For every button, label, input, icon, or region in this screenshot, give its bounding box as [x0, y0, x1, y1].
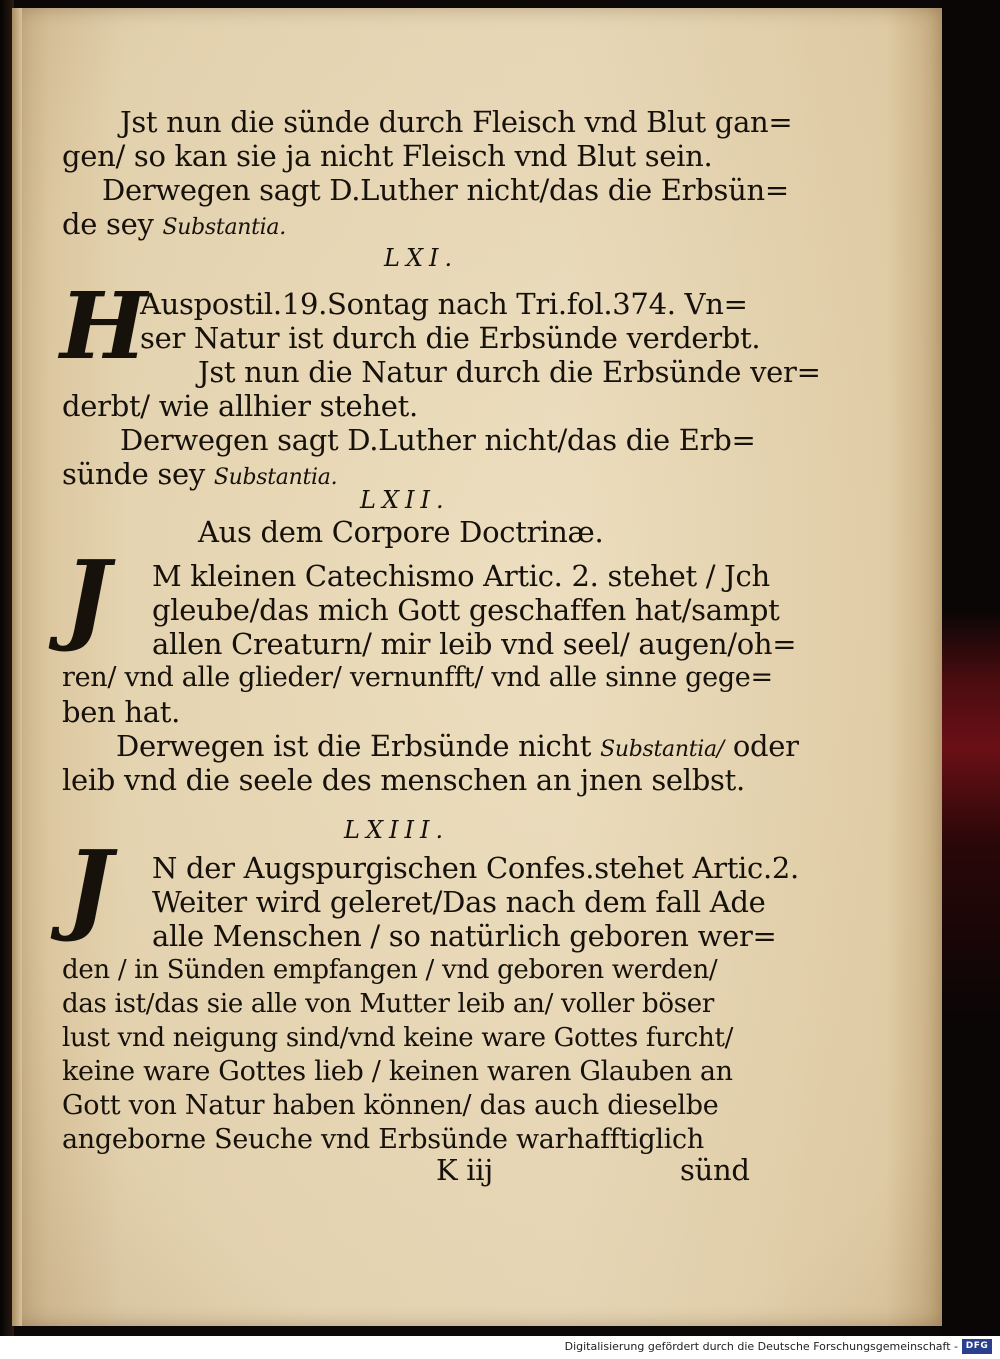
text-fragment: sünde sey: [62, 457, 205, 491]
text-line: [116, 730, 799, 766]
text-line: M kleinen Catechismo Artic. 2. stehet / Jch: [152, 559, 770, 593]
subheading-fraktur: Aus dem: [198, 515, 323, 549]
decorated-initial: J: [66, 830, 113, 945]
scanned-page: [12, 8, 942, 1326]
text-line: Auspostil.19.Sontag nach Tri.fol.374. Vn=: [140, 287, 748, 321]
text-line: allen Creaturn/ mir leib vnd seel/ augen/oh=: [152, 627, 797, 661]
text-line: den / in Sünden empfangen / vnd geboren werden/: [62, 955, 718, 985]
text-line: das ist/das sie alle von Mutter leib an/ voller böser: [62, 989, 714, 1019]
dfg-logo: DFG: [962, 1339, 992, 1354]
text-line: ren/ vnd alle glieder/ vernunfft/ vnd alle sinne gege=: [62, 662, 773, 693]
text-line: ser Natur ist durch die Erbsünde verderbt.: [140, 321, 761, 355]
text-line: Derwegen sagt D.Luther nicht/das die Erb=: [120, 423, 756, 457]
text-line: Weiter wird geleret/Das nach dem fall Ade: [152, 885, 766, 919]
text-line: Gott von Natur haben können/ das auch dieselbe: [62, 1090, 719, 1121]
text-line: [62, 458, 337, 494]
text-line: gen/ so kan sie ja nicht Fleisch vnd Blut sein.: [62, 139, 713, 173]
page-gutter-shadow: [12, 8, 22, 1326]
funding-credit: Digitalisierung gefördert durch die Deutsche Forschungsgemeinschaft -: [564, 1340, 958, 1353]
text-fragment: Derwegen ist die Erbsünde nicht: [116, 729, 592, 763]
catchword: sünd: [680, 1153, 750, 1187]
text-line: derbt/ wie allhier stehet.: [62, 389, 418, 423]
text-line: keine ware Gottes lieb / keinen waren Glauben an: [62, 1056, 733, 1087]
text-fragment: oder: [732, 729, 799, 763]
decorated-initial: J: [64, 540, 111, 655]
text-line: angeborne Seuche vnd Erbsünde warhafftiglich: [62, 1124, 704, 1155]
subheading-latin: Corpore Doctrinæ.: [331, 515, 604, 549]
latin-term: Substantia/: [600, 737, 724, 762]
backdrop-right-book-edge: [940, 0, 1000, 1359]
section-number: LXII.: [360, 486, 450, 514]
text-fragment: de sey: [62, 207, 154, 241]
section-number: LXI.: [384, 244, 459, 272]
text-line: alle Menschen / so natürlich geboren wer=: [152, 919, 777, 953]
text-line: ben hat.: [62, 695, 181, 729]
signature-mark: K iij: [436, 1153, 493, 1187]
subheading: [198, 516, 603, 548]
text-line: Jst nun die sünde durch Fleisch vnd Blut gan=: [120, 105, 793, 139]
text-line: Jst nun die Natur durch die Erbsünde ver=: [198, 355, 821, 389]
text-line: lust vnd neigung sind/vnd keine ware Gottes furcht/: [62, 1023, 734, 1053]
decorated-initial: H: [60, 272, 147, 380]
latin-term: Substantia.: [213, 465, 338, 490]
text-line: leib vnd die seele des menschen an jnen selbst.: [62, 763, 745, 797]
text-line: N der Augspurgischen Confes.stehet Artic.2.: [152, 851, 799, 885]
section-number: LXIII.: [344, 816, 450, 844]
latin-term: Substantia.: [162, 215, 286, 240]
text-line: [62, 208, 286, 244]
text-line: gleube/das mich Gott geschaffen hat/sampt: [152, 593, 780, 627]
text-line: Derwegen sagt D.Luther nicht/das die Erbsün=: [102, 173, 789, 207]
